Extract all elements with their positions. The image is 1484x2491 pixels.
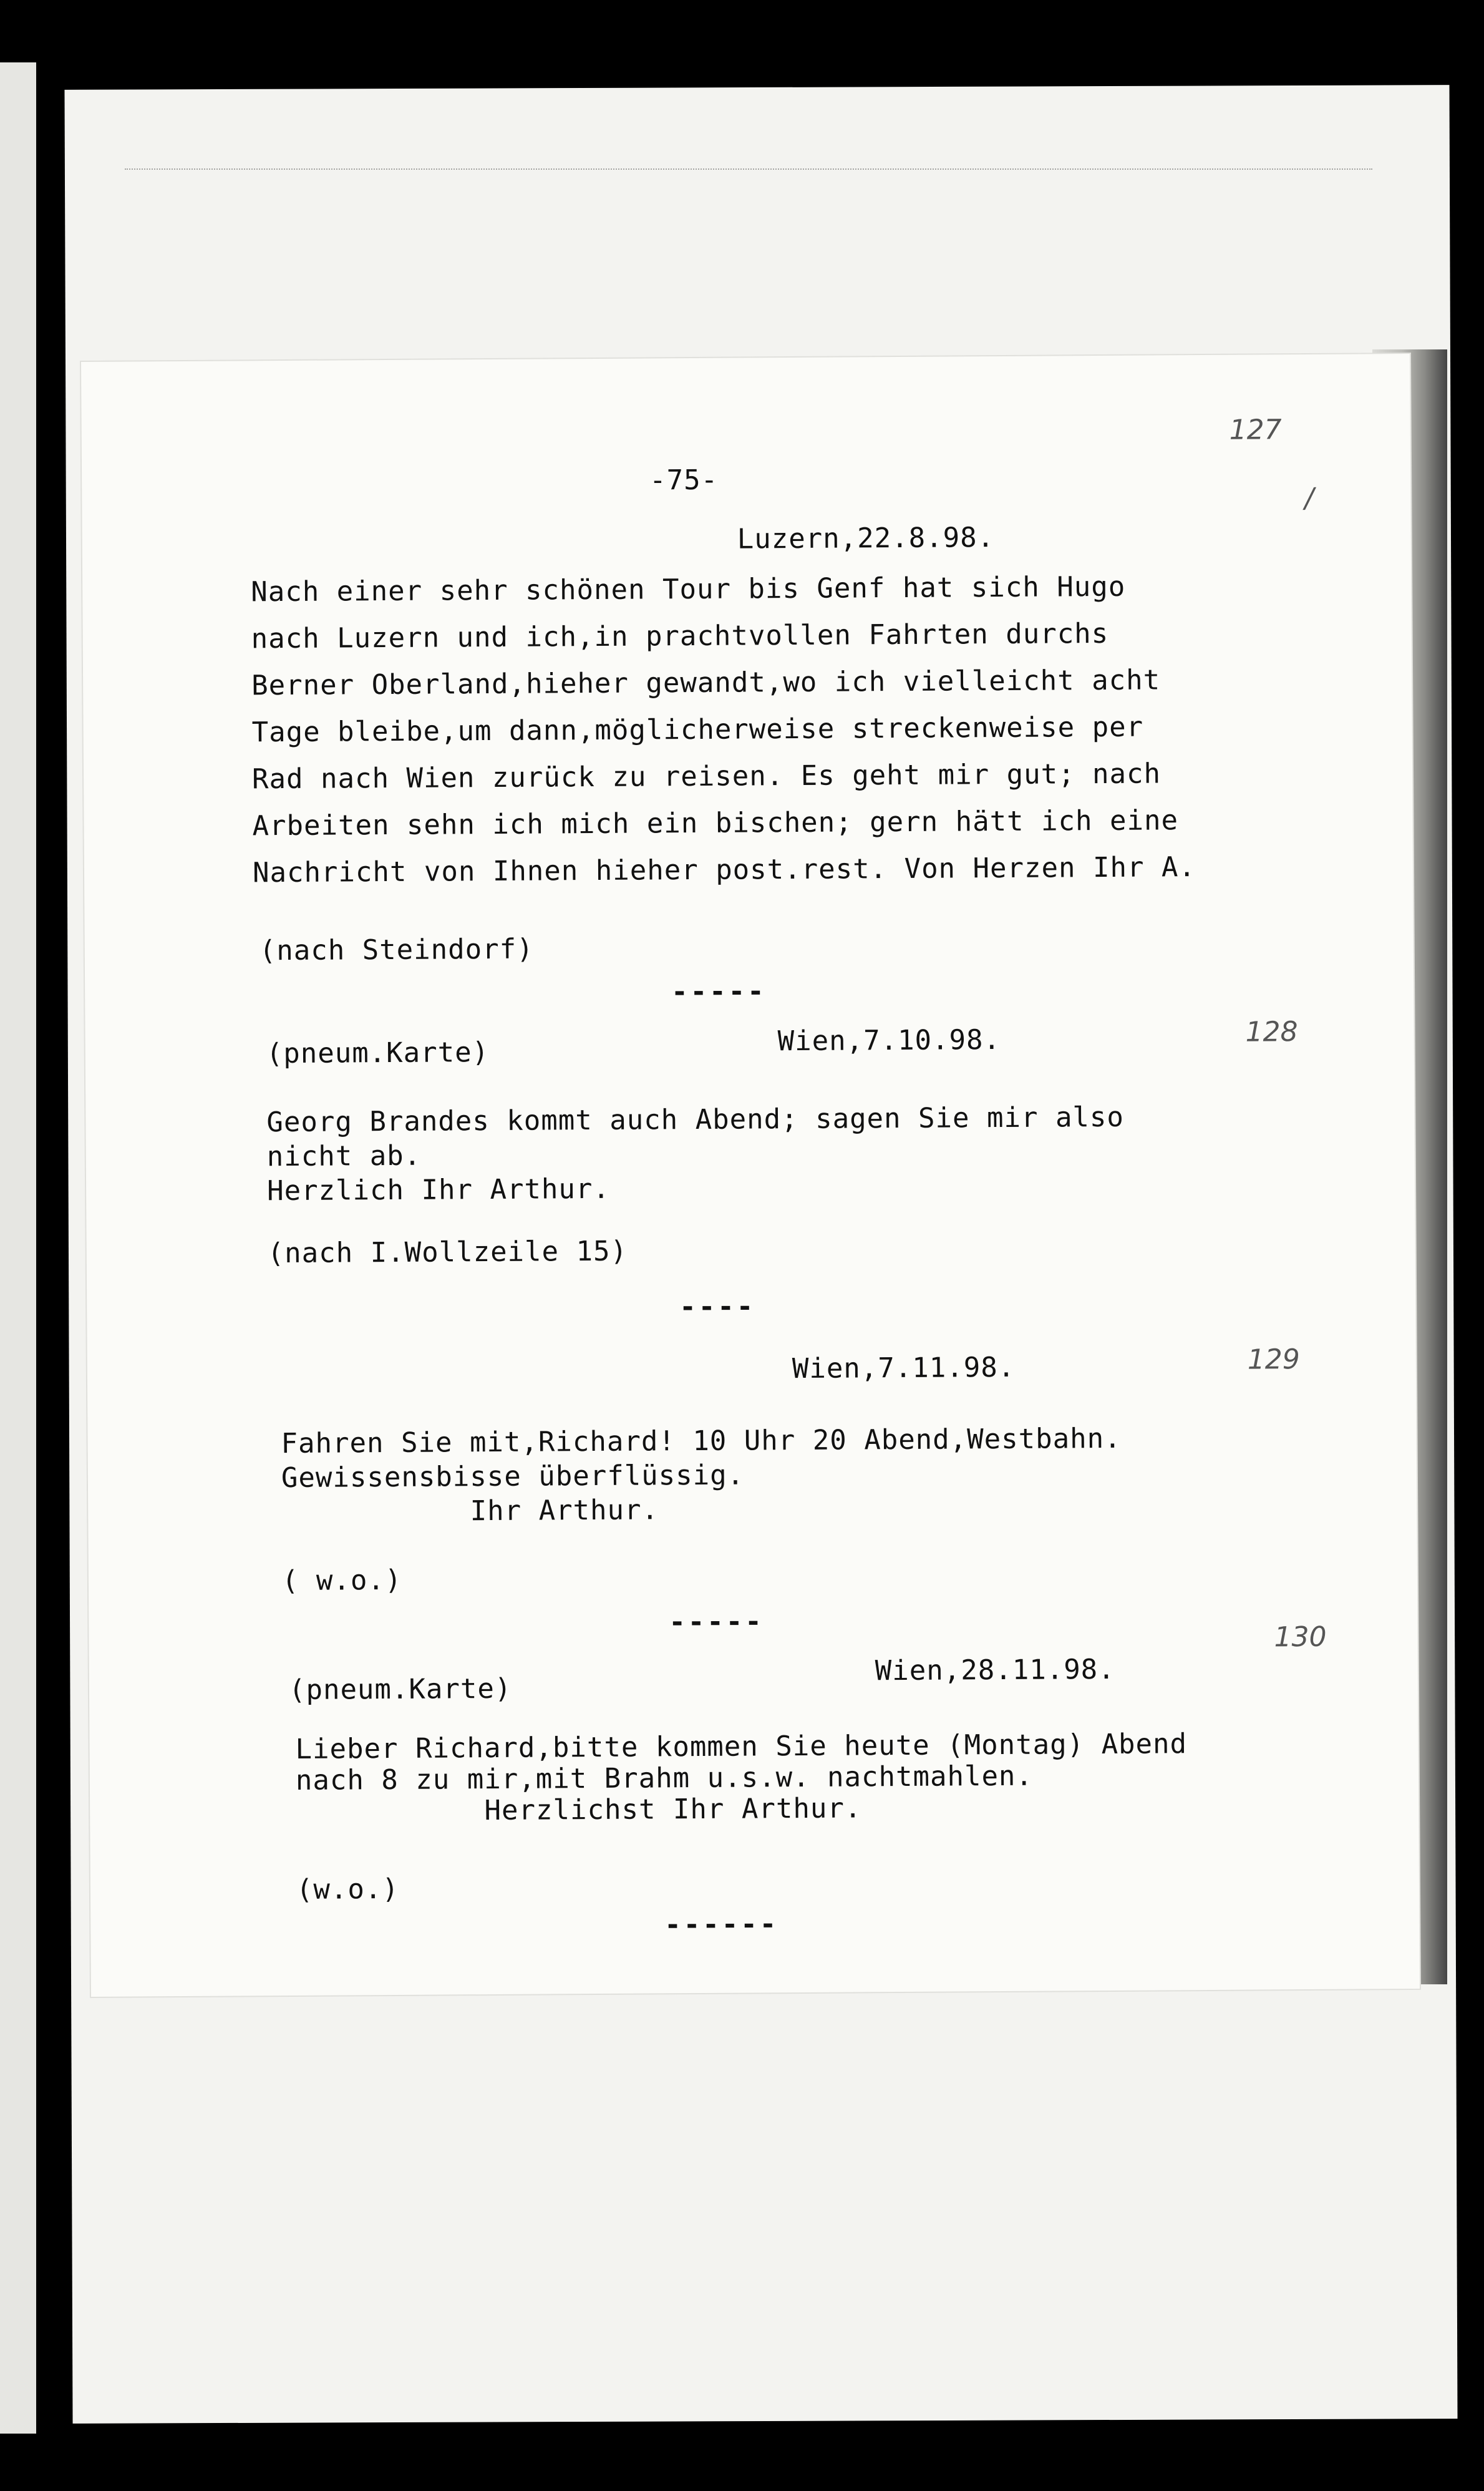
line-3-2: Gewissensbisse überflüssig.: [281, 1459, 745, 1494]
line-1-2: nach Luzern und ich,in prachtvollen Fahrten durchs: [251, 617, 1109, 655]
address-1: (nach Steindorf): [259, 933, 534, 967]
line-2-1: Georg Brandes kommt auch Abend; sagen Sie mir also: [266, 1101, 1125, 1139]
archive-number-130: 130: [1274, 1621, 1327, 1654]
separator-2: ----: [679, 1290, 756, 1323]
line-4-3: Herzlichst Ihr Arthur.: [296, 1792, 862, 1828]
type-label-4: (pneum.Karte): [288, 1672, 512, 1707]
pencil-mark: /: [1304, 482, 1314, 515]
archive-number-128: 128: [1245, 1016, 1298, 1048]
line-2-3: Herzlich Ihr Arthur.: [266, 1172, 611, 1207]
faint-typewriter-marks: [125, 168, 1372, 220]
line-1-5: Rad nach Wien zurück zu reisen. Es geht mir gut; nach: [251, 758, 1161, 796]
line-2-2: nicht ab.: [266, 1139, 422, 1173]
type-label-2: (pneum.Karte): [266, 1036, 490, 1070]
left-scan-strip: [0, 62, 36, 2434]
separator-1: -----: [671, 975, 767, 1008]
address-3: ( w.o.): [281, 1564, 402, 1597]
place-date-3: Wien,7.11.98.: [792, 1351, 1016, 1385]
separator-4: ------: [664, 1908, 779, 1941]
line-1-6: Arbeiten sehn ich mich ein bischen; gern hätt ich eine: [252, 804, 1179, 842]
place-date-1: Luzern,22.8.98.: [737, 522, 995, 555]
place-date-4: Wien,28.11.98.: [875, 1653, 1115, 1687]
line-1-1: Nach einer sehr schönen Tour bis Genf hat sich Hugo: [251, 570, 1126, 608]
line-4-1: Lieber Richard,bitte kommen Sie heute (Montag) Abend: [295, 1728, 1188, 1765]
line-3-1: Fahren Sie mit,Richard! 10 Uhr 20 Abend,Westbahn.: [281, 1422, 1122, 1460]
line-4-2: nach 8 zu mir,mit Brahm u.s.w. nachtmahlen.: [295, 1760, 1034, 1796]
archive-number-127: 127: [1229, 414, 1282, 446]
typed-page: [81, 354, 1420, 1997]
line-1-7: Nachricht von Ihnen hieher post.rest. Von Herzen Ihr A.: [252, 851, 1196, 889]
line-1-4: Tage bleibe,um dann,möglicherweise streckenweise per: [251, 711, 1144, 749]
line-3-3: Ihr Arthur.: [281, 1494, 659, 1529]
address-4: (w.o.): [296, 1873, 400, 1906]
line-1-3: Berner Oberland,hieher gewandt,wo ich vielleicht acht: [251, 664, 1161, 702]
place-date-2: Wien,7.10.98.: [777, 1024, 1001, 1058]
separator-3: -----: [669, 1606, 764, 1639]
archive-number-129: 129: [1247, 1343, 1300, 1376]
address-2: (nach I.Wollzeile 15): [267, 1235, 628, 1270]
page-number: -75-: [649, 464, 719, 497]
